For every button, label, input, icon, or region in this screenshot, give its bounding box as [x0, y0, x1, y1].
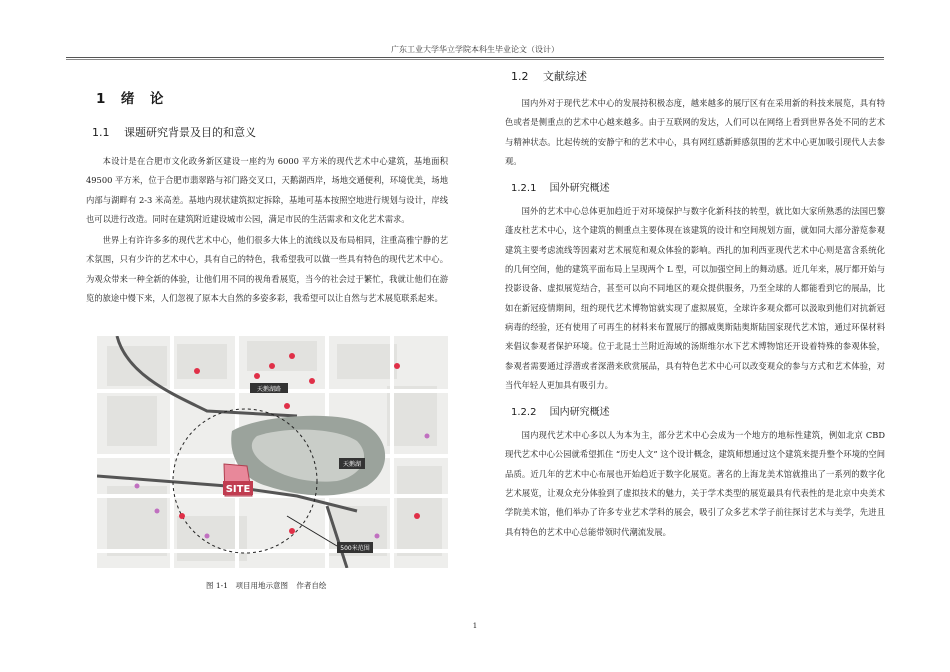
body-paragraph-1: 本设计是在合肥市文化政务新区建设一座约为 6000 平方米的现代艺术中心建筑，基地面积 49500 平方米，位于合肥市翡翠路与祁门路交叉口，天鹅湖西岸，场地交通便利，环境优美，场地内部与湖畔有 2-3 米高差。基地内现状建筑拟定拆除，基地可基本按照空地进行规划与设计，岸线也可以进行改造。同时在建筑附近建设城市公园，满足市民的生活需求和文化艺术需求。 — [86, 156, 448, 224]
lake-label: 天鹅湖 — [342, 461, 362, 468]
left-column — [86, 70, 448, 308]
caption-author: 作者自绘 — [296, 581, 327, 590]
section-heading-1-2: 1.2 文献综述 — [511, 70, 587, 83]
site-location-map — [97, 336, 448, 568]
site-label: SITE — [225, 484, 251, 495]
header-rule — [66, 57, 884, 58]
caption-text: 图 1-1 项目用地示意图 — [206, 581, 288, 590]
running-header: 广东工业大学华立学院本科生毕业论文（设计） — [391, 45, 559, 54]
top-road-label: 天鹅湖路 — [256, 386, 282, 393]
section-heading-1-2-1: 1.2.1 国外研究概述 — [511, 183, 610, 195]
figure-caption — [86, 580, 448, 591]
chapter-title: 1 绪 论 — [96, 91, 165, 107]
domestic-research-paragraph: 国内现代艺术中心多以人为本为主，部分艺术中心会成为一个地方的地标性建筑，例如北京 CBD 现代艺术中心公园就希望抓住 “历史人文” 这个设计概念，建筑师想通过这个建筑来提升整个环境的空间品质。近几年的艺术中心布展也开始趋近于数字化展览。著名的上海龙美术馆就推出了一系列的数字化艺术展览，让观众充分体验到了虚拟技术的魅力，关于学术类型的展览最具有代表性的是北京中央美术学院美术馆，他们举办了许多专业艺术学科的展会，吸引了众多艺术学子前往探讨艺术与美学，先进且具有特色的艺术中心总能带领时代潮流发展。 — [505, 430, 885, 537]
section-heading-1-2-2: 1.2.2 国内研究概述 — [511, 407, 610, 419]
section-heading-1-1: 1.1 课题研究背景及目的和意义 — [92, 126, 256, 139]
range-label: 500米范围 — [340, 545, 370, 552]
header-rule-thin — [66, 59, 884, 60]
foreign-research-paragraph: 国外的艺术中心总体更加趋近于对环境保护与数字化新科技的转型，就比如大家所熟悉的法国巴黎蓬皮杜艺术中心，这个建筑的侧重点主要体现在该建筑的设计和空间规划方面，就如同大部分游览参观建筑主要考虑流线等因素对艺术展览和观众体验的影响。西扎的加利西亚现代艺术中心则是富含系统化的几何空间，他的建筑平面布局上呈现两个 L 型，可以加强空间上的舞动感。近几年来，展厅都开始与投影设备、虚拟展览结合，甚至可以向不同地区的观众提供服务，乃至全球的人都能看到它的展品，比如在新冠疫情期间，纽约现代艺术博物馆就实现了虚拟展览，全球许多观众都可以汲取到他们对抗新冠病毒的经验，还有使用了可再生的材料来布置展厅的挪威奥斯陆奥斯陆国家现代艺术馆，通过环保材料来倡议参观者保护环境。位于北昆士兰附近海域的汤斯维尔水下艺术博物馆还开设着特殊的参观体验，参观者需要通过浮潜或者深潜来欣赏展品，具有特色艺术中心可以改变观众的参与方式和艺术体验，对当代年轻人更加具有吸引力。 — [505, 206, 885, 390]
map-graphic — [97, 336, 448, 568]
body-paragraph-2: 世界上有许许多多的现代艺术中心，他们很多大体上的流线以及布局相同，注重高雅宁静的艺术氛围，只有少许的艺术中心，具有自己的特色，我希望我可以做一些具有特色的现代艺术中心。为观众带来一种全新的体验，让他们用不同的视角看展览，当今的社会过于繁忙，我就让他们在游览的旅途中慢下来，人们忽视了原本大自然的多姿多彩，我希望可以让自然与艺术展览联系起来。 — [86, 235, 448, 304]
page-number: 1 — [472, 622, 478, 630]
right-column — [505, 68, 885, 542]
review-paragraph: 国内外对于现代艺术中心的发展持积极态度，越来越多的展厅区有在采用新的科技来展览，具有特色或者是侧重点的艺术中心越来越多。由于互联网的发达，人们可以在网络上看到世界各处不同的艺术与精神状态。比起传统的安静宁和的艺术中心，具有网红感新鲜感氛围的艺术中心更加吸引现代人去参观。 — [505, 98, 885, 166]
